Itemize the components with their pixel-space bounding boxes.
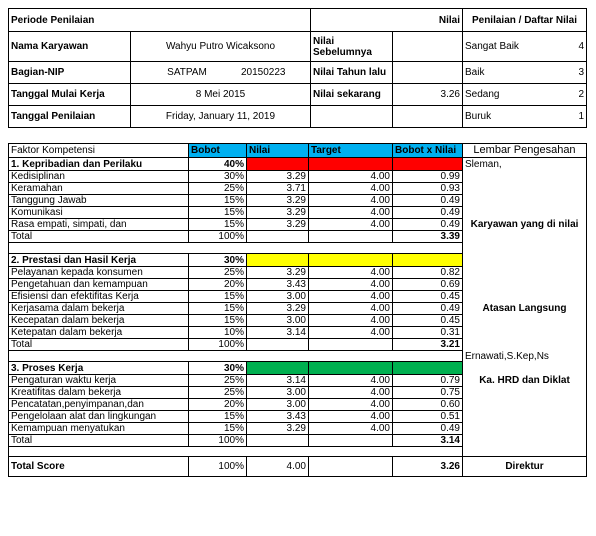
col-bobot-header: Bobot (189, 144, 247, 158)
factor-target: 4.00 (309, 303, 393, 315)
spacer-row (9, 351, 587, 362)
section-title-row (9, 158, 587, 171)
empty-cell (309, 435, 393, 447)
nama-karyawan-value: Wahyu Putro Wicaksono (131, 32, 311, 62)
factor-bobot: 15% (189, 207, 247, 219)
factor-name: Pencatatan,penyimpanan,dan (9, 399, 189, 411)
factor-bxn: 0.49 (393, 303, 463, 315)
nilai-label: Nilai (311, 9, 463, 32)
tanggal-penilaian-label: Tanggal Penilaian (9, 106, 131, 128)
table-row (9, 423, 587, 435)
factor-bxn: 0.45 (393, 291, 463, 303)
section-bar (247, 254, 309, 267)
tanggal-mulai-value: 8 Mei 2015 (131, 84, 311, 106)
section-bobot: 30% (189, 254, 247, 267)
pengesahan-cell (463, 339, 587, 351)
factor-name: Kerjasama dalam bekerja (9, 303, 189, 315)
table-row (9, 399, 587, 411)
table-row (9, 219, 587, 231)
factor-name: Pengelolaan alat dan lingkungan (9, 411, 189, 423)
spacer (247, 351, 309, 362)
total-label: Total (9, 231, 189, 243)
factor-name: Ketepatan dalam bekerja (9, 327, 189, 339)
empty-cell (309, 231, 393, 243)
pengesahan-cell (463, 243, 587, 254)
scale-value: 3 (578, 67, 584, 78)
daftar-nilai-label: Penilaian / Daftar Nilai (463, 9, 587, 32)
col-nilai-header: Nilai (247, 144, 309, 158)
spacer (189, 447, 247, 457)
table-row (9, 375, 587, 387)
factor-target: 4.00 (309, 375, 393, 387)
section-title: 2. Prestasi dan Hasil Kerja (9, 254, 189, 267)
scale-label: Sangat Baik (465, 41, 519, 52)
factor-nilai: 3.29 (247, 303, 309, 315)
factor-target: 4.00 (309, 195, 393, 207)
factor-target: 4.00 (309, 207, 393, 219)
factor-name: Rasa empati, simpati, dan (9, 219, 189, 231)
pengesahan-cell (463, 291, 587, 303)
factor-bxn: 0.79 (393, 375, 463, 387)
factor-bobot: 15% (189, 195, 247, 207)
factor-target: 4.00 (309, 291, 393, 303)
total-bxn: 3.39 (393, 231, 463, 243)
periode-label: Periode Penilaian (9, 9, 311, 32)
factor-nilai: 3.43 (247, 411, 309, 423)
pengesahan-cell (463, 254, 587, 267)
section-title: 3. Proses Kerja (9, 362, 189, 375)
factor-target: 4.00 (309, 267, 393, 279)
factor-bxn: 0.49 (393, 219, 463, 231)
pengesahan-cell (463, 411, 587, 423)
pengesahan-cell (463, 207, 587, 219)
total-score-row (9, 457, 587, 477)
scale-label: Sedang (465, 89, 500, 100)
spacer (9, 447, 189, 457)
tanggal-mulai-label: Tanggal Mulai Kerja (9, 84, 131, 106)
spacer (189, 351, 247, 362)
factor-name: Kedisiplinan (9, 171, 189, 183)
bagian-nip-label: Bagian-NIP (9, 62, 131, 84)
factor-name: Tanggung Jawab (9, 195, 189, 207)
sleman-label: Sleman, (463, 158, 587, 171)
factor-bxn: 0.93 (393, 183, 463, 195)
spacer-row (9, 243, 587, 254)
table-row (9, 327, 587, 339)
pengesahan-cell (463, 315, 587, 327)
spacer (309, 243, 393, 254)
factor-bxn: 0.51 (393, 411, 463, 423)
factor-nilai: 3.00 (247, 399, 309, 411)
factor-nilai: 3.29 (247, 207, 309, 219)
pengesahan-cell (463, 362, 587, 375)
factor-bxn: 0.75 (393, 387, 463, 399)
pengesahan-cell (463, 387, 587, 399)
factor-target: 4.00 (309, 183, 393, 195)
factor-target: 4.00 (309, 171, 393, 183)
section-title: 1. Kepribadian dan Perilaku (9, 158, 189, 171)
factor-target: 4.00 (309, 315, 393, 327)
spacer (247, 447, 309, 457)
table-row (9, 183, 587, 195)
spacer (393, 447, 463, 457)
factor-bxn: 0.45 (393, 315, 463, 327)
nilai-tahun-lalu-label: Nilai Tahun lalu (311, 62, 393, 84)
table-row (9, 195, 587, 207)
factor-bxn: 0.99 (393, 171, 463, 183)
direktur-label: Direktur (463, 457, 587, 477)
table-header-row (9, 144, 587, 158)
pengesahan-cell (463, 447, 587, 457)
factor-nilai: 3.29 (247, 171, 309, 183)
total-label: Total (9, 435, 189, 447)
factor-target: 4.00 (309, 219, 393, 231)
pengesahan-cell (463, 423, 587, 435)
factor-bobot: 15% (189, 411, 247, 423)
empty-cell (311, 106, 393, 128)
factor-bobot: 20% (189, 399, 247, 411)
factor-bobot: 15% (189, 315, 247, 327)
section-bar (247, 158, 309, 171)
section-bobot: 40% (189, 158, 247, 171)
factor-bxn: 0.82 (393, 267, 463, 279)
factor-target: 4.00 (309, 399, 393, 411)
factor-bxn: 0.69 (393, 279, 463, 291)
total-bxn: 3.14 (393, 435, 463, 447)
factor-nilai: 3.00 (247, 291, 309, 303)
section-bar (393, 362, 463, 375)
total-score-value: 3.26 (393, 457, 463, 477)
factor-nilai: 3.00 (247, 387, 309, 399)
factor-target: 4.00 (309, 387, 393, 399)
nama-karyawan-label: Nama Karyawan (9, 32, 131, 62)
factor-bobot: 25% (189, 183, 247, 195)
pengesahan-cell (463, 231, 587, 243)
factor-name: Pengetahuan dan kemampuan (9, 279, 189, 291)
table-row (9, 291, 587, 303)
factor-bxn: 0.31 (393, 327, 463, 339)
scale-row-2 (463, 62, 587, 84)
factor-name: Efisiensi dan efektifitas Kerja (9, 291, 189, 303)
spacer (247, 243, 309, 254)
section-bar (393, 158, 463, 171)
bagian-value: SATPAM (167, 67, 207, 78)
nilai-sebelumnya-label: Nilai Sebelumnya (311, 32, 393, 62)
spacer (309, 351, 393, 362)
factor-nilai: 3.29 (247, 219, 309, 231)
spacer (189, 243, 247, 254)
total-score-bobot: 100% (189, 457, 247, 477)
tanggal-penilaian-value: Friday, January 11, 2019 (131, 106, 311, 128)
bagian-nip-value (131, 62, 311, 84)
factor-bxn: 0.49 (393, 195, 463, 207)
factor-bxn: 0.49 (393, 423, 463, 435)
nilai-sekarang-label: Nilai sekarang (311, 84, 393, 106)
table-row (9, 279, 587, 291)
factor-nilai: 3.14 (247, 327, 309, 339)
col-target-header: Target (309, 144, 393, 158)
empty-cell (247, 231, 309, 243)
pengesahan-cell (463, 399, 587, 411)
factor-target: 4.00 (309, 327, 393, 339)
section-bar (309, 362, 393, 375)
karyawan-dinilai-label: Karyawan yang di nilai (463, 219, 587, 231)
table-row (9, 267, 587, 279)
empty-cell (393, 106, 463, 128)
factor-name: Pelayanan kepada konsumen (9, 267, 189, 279)
scale-row-3 (463, 84, 587, 106)
total-bobot: 100% (189, 435, 247, 447)
nilai-tahun-lalu-value (393, 62, 463, 84)
col-pengesahan-header: Lembar Pengesahan (463, 144, 587, 158)
hrd-name: Ernawati,S.Kep,Ns (463, 351, 587, 362)
factor-bobot: 30% (189, 171, 247, 183)
scale-value: 1 (578, 111, 584, 122)
pengesahan-cell (463, 195, 587, 207)
factor-name: Pengaturan waktu kerja (9, 375, 189, 387)
competency-table (8, 143, 587, 477)
employee-info-table (8, 8, 587, 128)
factor-bxn: 0.49 (393, 207, 463, 219)
factor-bobot: 15% (189, 219, 247, 231)
nilai-sekarang-value: 3.26 (393, 84, 463, 106)
spacer (393, 243, 463, 254)
factor-nilai: 3.29 (247, 195, 309, 207)
factor-bobot: 10% (189, 327, 247, 339)
factor-bobot: 15% (189, 423, 247, 435)
section-bobot: 30% (189, 362, 247, 375)
total-row (9, 339, 587, 351)
total-label: Total (9, 339, 189, 351)
section-title-row (9, 254, 587, 267)
factor-bxn: 0.60 (393, 399, 463, 411)
ka-hrd-label: Ka. HRD dan Diklat (463, 375, 587, 387)
pengesahan-cell (463, 171, 587, 183)
table-row (9, 303, 587, 315)
table-row (9, 315, 587, 327)
factor-target: 4.00 (309, 423, 393, 435)
section-bar (247, 362, 309, 375)
section-title-row (9, 362, 587, 375)
scale-row-1 (463, 32, 587, 62)
table-row (9, 207, 587, 219)
factor-bobot: 15% (189, 303, 247, 315)
pengesahan-cell (463, 327, 587, 339)
section-bar (309, 158, 393, 171)
pengesahan-cell (463, 279, 587, 291)
scale-label: Buruk (465, 111, 492, 122)
empty-cell (309, 457, 393, 477)
pengesahan-cell (463, 267, 587, 279)
scale-value: 2 (578, 89, 584, 100)
pengesahan-cell (463, 435, 587, 447)
total-row (9, 231, 587, 243)
factor-bobot: 25% (189, 267, 247, 279)
total-row (9, 435, 587, 447)
spacer (9, 243, 189, 254)
factor-nilai: 3.71 (247, 183, 309, 195)
factor-name: Komunikasi (9, 207, 189, 219)
spacer (9, 351, 189, 362)
nip-value: 20150223 (241, 67, 286, 78)
spacer-row (9, 447, 587, 457)
spacer (393, 351, 463, 362)
table-row (9, 387, 587, 399)
section-bar (309, 254, 393, 267)
factor-name: Kreatifitas dalam bekerja (9, 387, 189, 399)
scale-label: Baik (465, 67, 485, 78)
section-bar (393, 254, 463, 267)
factor-name: Keramahan (9, 183, 189, 195)
scale-value: 4 (578, 41, 584, 52)
factor-bobot: 15% (189, 291, 247, 303)
table-row (9, 171, 587, 183)
empty-cell (247, 435, 309, 447)
nilai-sebelumnya-value (393, 32, 463, 62)
total-bobot: 100% (189, 231, 247, 243)
factor-name: Kecepatan dalam bekerja (9, 315, 189, 327)
factor-bobot: 25% (189, 375, 247, 387)
factor-nilai: 3.29 (247, 267, 309, 279)
factor-nilai: 3.00 (247, 315, 309, 327)
factor-bobot: 20% (189, 279, 247, 291)
total-bxn: 3.21 (393, 339, 463, 351)
factor-nilai: 3.29 (247, 423, 309, 435)
spacer (309, 447, 393, 457)
total-score-target: 4.00 (247, 457, 309, 477)
pengesahan-cell (463, 183, 587, 195)
atasan-langsung-label: Atasan Langsung (463, 303, 587, 315)
factor-target: 4.00 (309, 279, 393, 291)
empty-cell (247, 339, 309, 351)
scale-row-4 (463, 106, 587, 128)
total-score-label: Total Score (9, 457, 189, 477)
factor-name: Kemampuan menyatukan (9, 423, 189, 435)
col-bxn-header: Bobot x Nilai (393, 144, 463, 158)
factor-bobot: 25% (189, 387, 247, 399)
empty-cell (309, 339, 393, 351)
factor-nilai: 3.14 (247, 375, 309, 387)
col-faktor-header: Faktor Kompetensi (9, 144, 189, 158)
total-bobot: 100% (189, 339, 247, 351)
factor-nilai: 3.43 (247, 279, 309, 291)
table-row (9, 411, 587, 423)
factor-target: 4.00 (309, 411, 393, 423)
